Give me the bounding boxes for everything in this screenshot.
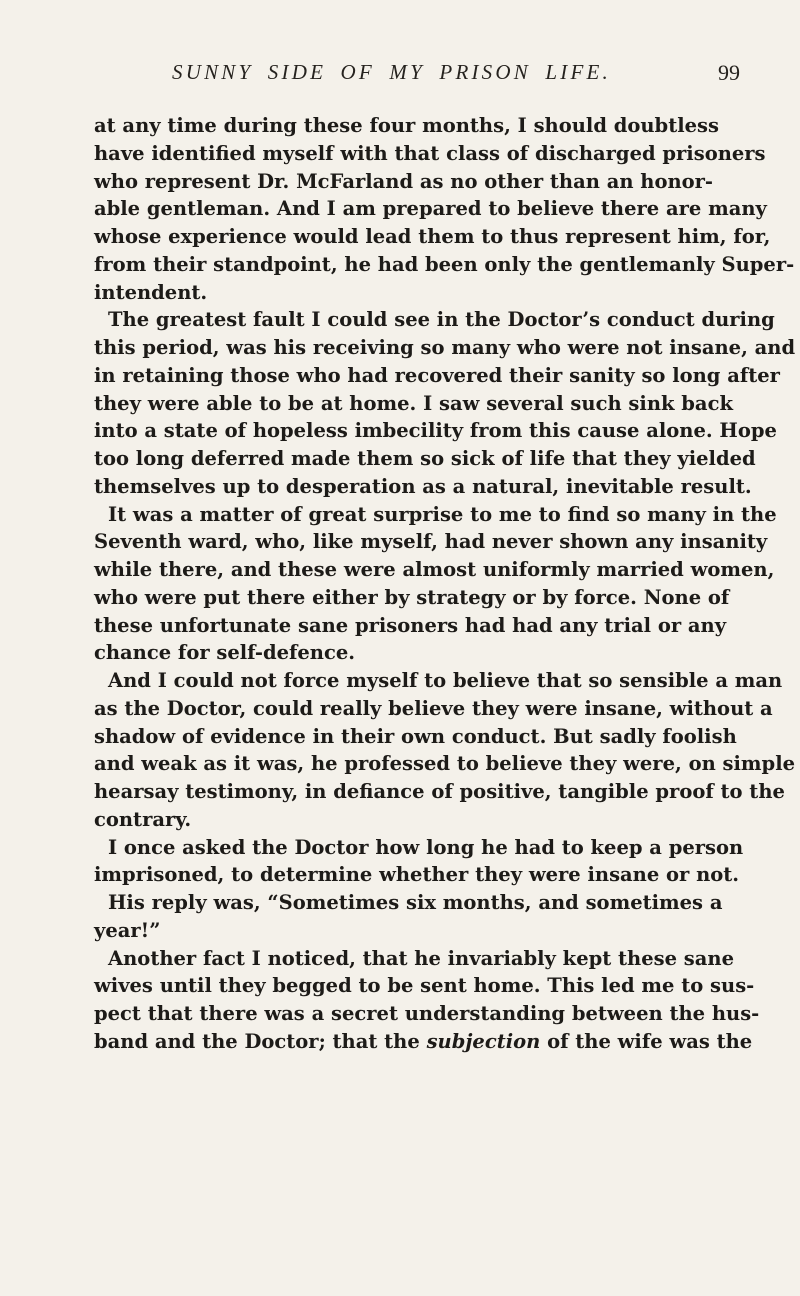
text-line: while there, and these were almost uniformly married women, [94, 558, 775, 581]
text-line: into a state of hopeless imbecility from this cause alone. Hope [94, 419, 777, 443]
text-line: Another fact I noticed, that he invariably kept these sane [108, 946, 734, 970]
text-line: from their standpoint, he had been only the gentlemanly Super- [94, 252, 795, 276]
text-segment: band and the Doctor; that the [94, 1029, 420, 1053]
text-line: this period, was his receiving so many who were not insane, and [94, 336, 796, 359]
text-line: And I could not force myself to believe that so sensible a man [108, 669, 783, 692]
running-head-title: SUNNY SIDE OF MY PRISON LIFE. [172, 60, 611, 84]
text-line: pect that there was a secret understanding between the hus- [94, 1002, 760, 1025]
text-line: Seventh ward, who, like myself, had never shown any insanity [94, 530, 768, 554]
text-line: and weak as it was, he professed to believe they were, on simple [94, 752, 796, 776]
text-line: contrary. [94, 807, 192, 831]
text-line: able gentleman. And I am prepared to believe there are many [94, 197, 767, 221]
text-line: imprisoned, to determine whether they were insane or not. [94, 863, 740, 887]
text-line: hearsay testimony, in defiance of positive, tangible proof to the [94, 780, 785, 803]
text-segment: of the wife was the [540, 1029, 753, 1053]
text-line: themselves up to desperation as a natural, inevitable result. [94, 474, 752, 498]
body-text [94, 112, 796, 1056]
text-line: The greatest fault I could see in the Doctor’s conduct during [108, 308, 775, 332]
text-line: these unfortunate sane prisoners had had any trial or any [94, 613, 727, 637]
text-line: who represent Dr. McFarland as no other than an honor- [94, 169, 714, 193]
page-number: 99 [718, 60, 740, 85]
text-line: have identified myself with that class of discharged prisoners [94, 141, 766, 165]
text-line: too long deferred made them so sick of life that they yielded [94, 447, 756, 470]
text-line [94, 1028, 753, 1056]
text-line: year!” [94, 918, 161, 942]
text-line: who were put there either by strategy or by force. None of [94, 585, 730, 609]
text-line: intendent. [94, 280, 208, 304]
text-line: It was a matter of great surprise to me to find so many in the [108, 502, 777, 526]
text-line: in retaining those who had recovered their sanity so long after [94, 363, 780, 387]
text-line: His reply was, “Sometimes six months, and sometimes a [108, 891, 723, 914]
text-line: whose experience would lead them to thus represent him, for, [94, 225, 771, 248]
text-line: they were able to be at home. I saw several such sink back [94, 391, 733, 415]
text-line: as the Doctor, could really believe they were insane, without a [94, 696, 773, 720]
emphasis: subjection [426, 1029, 541, 1053]
text-line: wives until they begged to be sent home. This led me to sus- [94, 974, 755, 998]
text-line: I once asked the Doctor how long he had to keep a person [108, 835, 744, 859]
text-line: shadow of evidence in their own conduct. But sadly foolish [94, 724, 737, 748]
text-line: chance for self-defence. [94, 641, 356, 665]
text-line: at any time during these four months, I should doubtless [94, 114, 719, 137]
